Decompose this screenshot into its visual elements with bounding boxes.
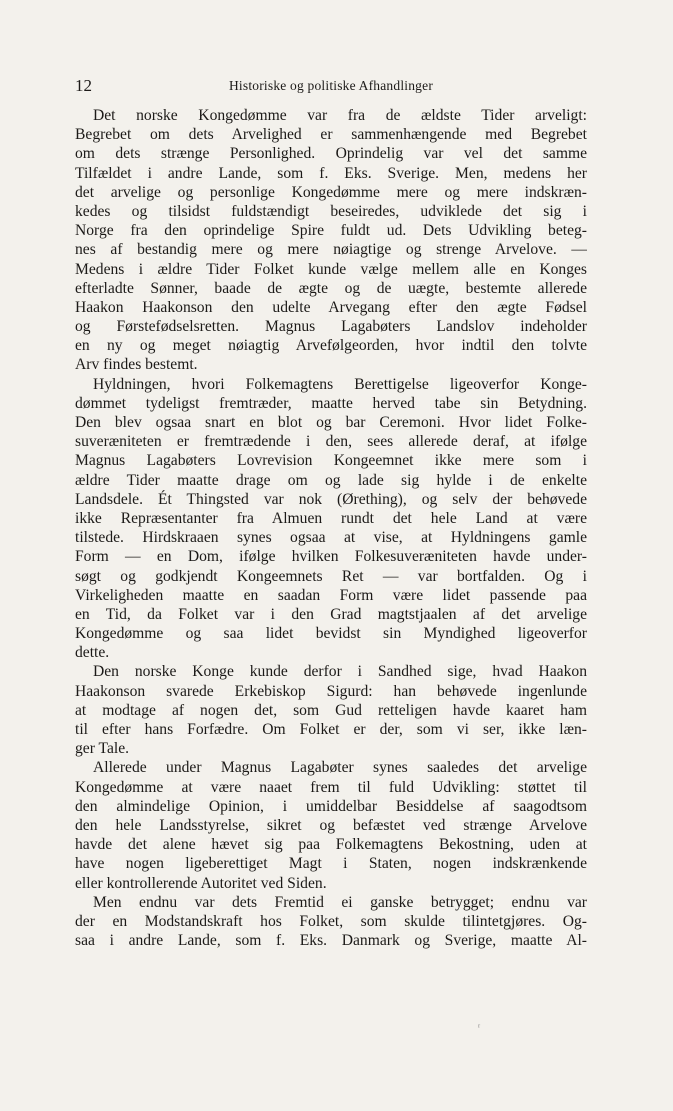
text-line: Hyldningen, hvori Folkemagtens Berettigelse ligeoverfor Konge- (93, 375, 587, 393)
text-line: den hele Landsstyrelse, sikret og befæstet ved strænge Arvelove (75, 816, 587, 834)
text-line: Haakonson svarede Erkebiskop Sigurd: han behøvede ingenlunde (75, 682, 587, 700)
text-line: Begrebet om dets Arvelighed er sammenhængende med Begrebet (75, 126, 587, 144)
text-line: ger Tale. (75, 740, 130, 758)
text-line: Kongedømme at være naaet frem til fuld Udvikling: støttet til (75, 778, 587, 796)
text-line: Haakon Haakonson den udelte Arvegang efter den ægte Fødsel (75, 298, 587, 316)
text-line: Form — en Dom, ifølge hvilken Folkesuveræniteten havde under- (75, 548, 587, 566)
text-line: det arvelige og personlige Kongedømme mere og mere indskræn- (75, 183, 587, 201)
text-line: til efter hans Forfædre. Om Folket er der, som vi ser, ikke læn- (75, 721, 587, 738)
text-line: en ny og meget nøiagtig Arvefølgeorden, hvor indtil den tolvte (75, 337, 587, 355)
text-line: Norge fra den oprindelige Spire fuldt ud. Dets Udvikling beteg- (75, 222, 587, 240)
text-line: kedes og tilsidst fuldstændigt beseiredes, udviklede det sig i (75, 202, 587, 220)
text-line: eller kontrollerende Autoritet ved Siden. (75, 874, 327, 892)
text-line: efterladte Sønner, baade de ægte og de uægte, bestemte allerede (75, 279, 587, 297)
text-line: Magnus Lagabøters Lovrevision Kongeemnet ikke mere som i (75, 452, 587, 470)
text-line: Arv findes bestemt. (75, 356, 198, 374)
text-line: Kongedømme og saa lidet bevidst sin Myndighed ligeoverfor (75, 625, 587, 643)
running-head: Historiske og politiske Afhandlinger (228, 78, 434, 93)
text-line: tilstede. Hirdskraaen synes ogsaa at vise, at Hyldningens gamle (75, 529, 587, 547)
text-line: Det norske Kongedømme var fra de ældste Tider arveligt: (93, 107, 587, 124)
text-line: at modtage af nogen det, som Gud retteligen havde kaaret ham (75, 701, 587, 719)
text-line: Allerede under Magnus Lagabøter synes saaledes det arvelige (93, 759, 587, 777)
text-line: den almindelige Opinion, i umiddelbar Besiddelse af saagodtsom (75, 797, 587, 815)
page-number: 12 (75, 76, 92, 95)
text-line: dømmet tydeligst fremtræder, maatte herved tabe sin Betydning. (75, 394, 587, 412)
text-line: nes af bestandig mere og mere nøiagtige og strenge Arvelove. — (75, 241, 587, 259)
text-line: ældre Tider maatte drage om og lade sig hylde i de enkelte (75, 471, 587, 489)
text-line: Den norske Konge kunde derfor i Sandhed sige, hvad Haakon (93, 663, 587, 681)
text-line: Medens i ældre Tider Folket kunde vælge mellem alle en Konges (75, 260, 587, 278)
text-line: Tilfældet i andre Lande, som f. Eks. Sverige. Men, medens her (75, 164, 587, 182)
page-header (75, 76, 587, 96)
text-line: saa i andre Lande, som f. Eks. Danmark og Sverige, maatte Al- (75, 932, 587, 950)
text-line: Virkeligheden maatte en saadan Form være lidet passende paa (75, 586, 587, 604)
text-line: søgt og godkjendt Kongeemnets Ret — var bortfalden. Og i (75, 567, 587, 585)
text-line: om dets strænge Personlighed. Oprindelig var vel det samme (75, 145, 587, 163)
text-line: suveræniteten er fremtrædende i den, sees allerede deraf, at ifølge (75, 433, 587, 451)
text-line: have nogen ligeberettiget Magt i Staten, nogen indskrænkende (75, 855, 587, 873)
text-line: Landsdele. Ét Thingsted var nok (Ørething), og selv der behøvede (75, 490, 587, 508)
text-line: og Førstefødselsretten. Magnus Lagabøters Landslov indeholder (75, 318, 587, 336)
body-text (75, 106, 587, 950)
text-line: Den blev ogsaa snart en blot og bar Ceremoni. Hvor lidet Folke- (75, 414, 587, 431)
text-line: der en Modstandskraft hos Folket, som skulde tilintetgjøres. Og- (75, 912, 587, 930)
stray-mark-icon: ʳ (478, 1022, 481, 1033)
text-line: ikke Repræsentanter fra Almuen rundt det hele Land at være (75, 509, 587, 527)
text-line: havde det alene hævet sig paa Folkemagtens Bekostning, uden at (75, 836, 587, 854)
text-line: dette. (75, 644, 110, 662)
text-line: Men endnu var dets Fremtid ei ganske betrygget; endnu var (93, 893, 587, 911)
text-line: en Tid, da Folket var i den Grad magtstjaalen af det arvelige (75, 605, 587, 623)
